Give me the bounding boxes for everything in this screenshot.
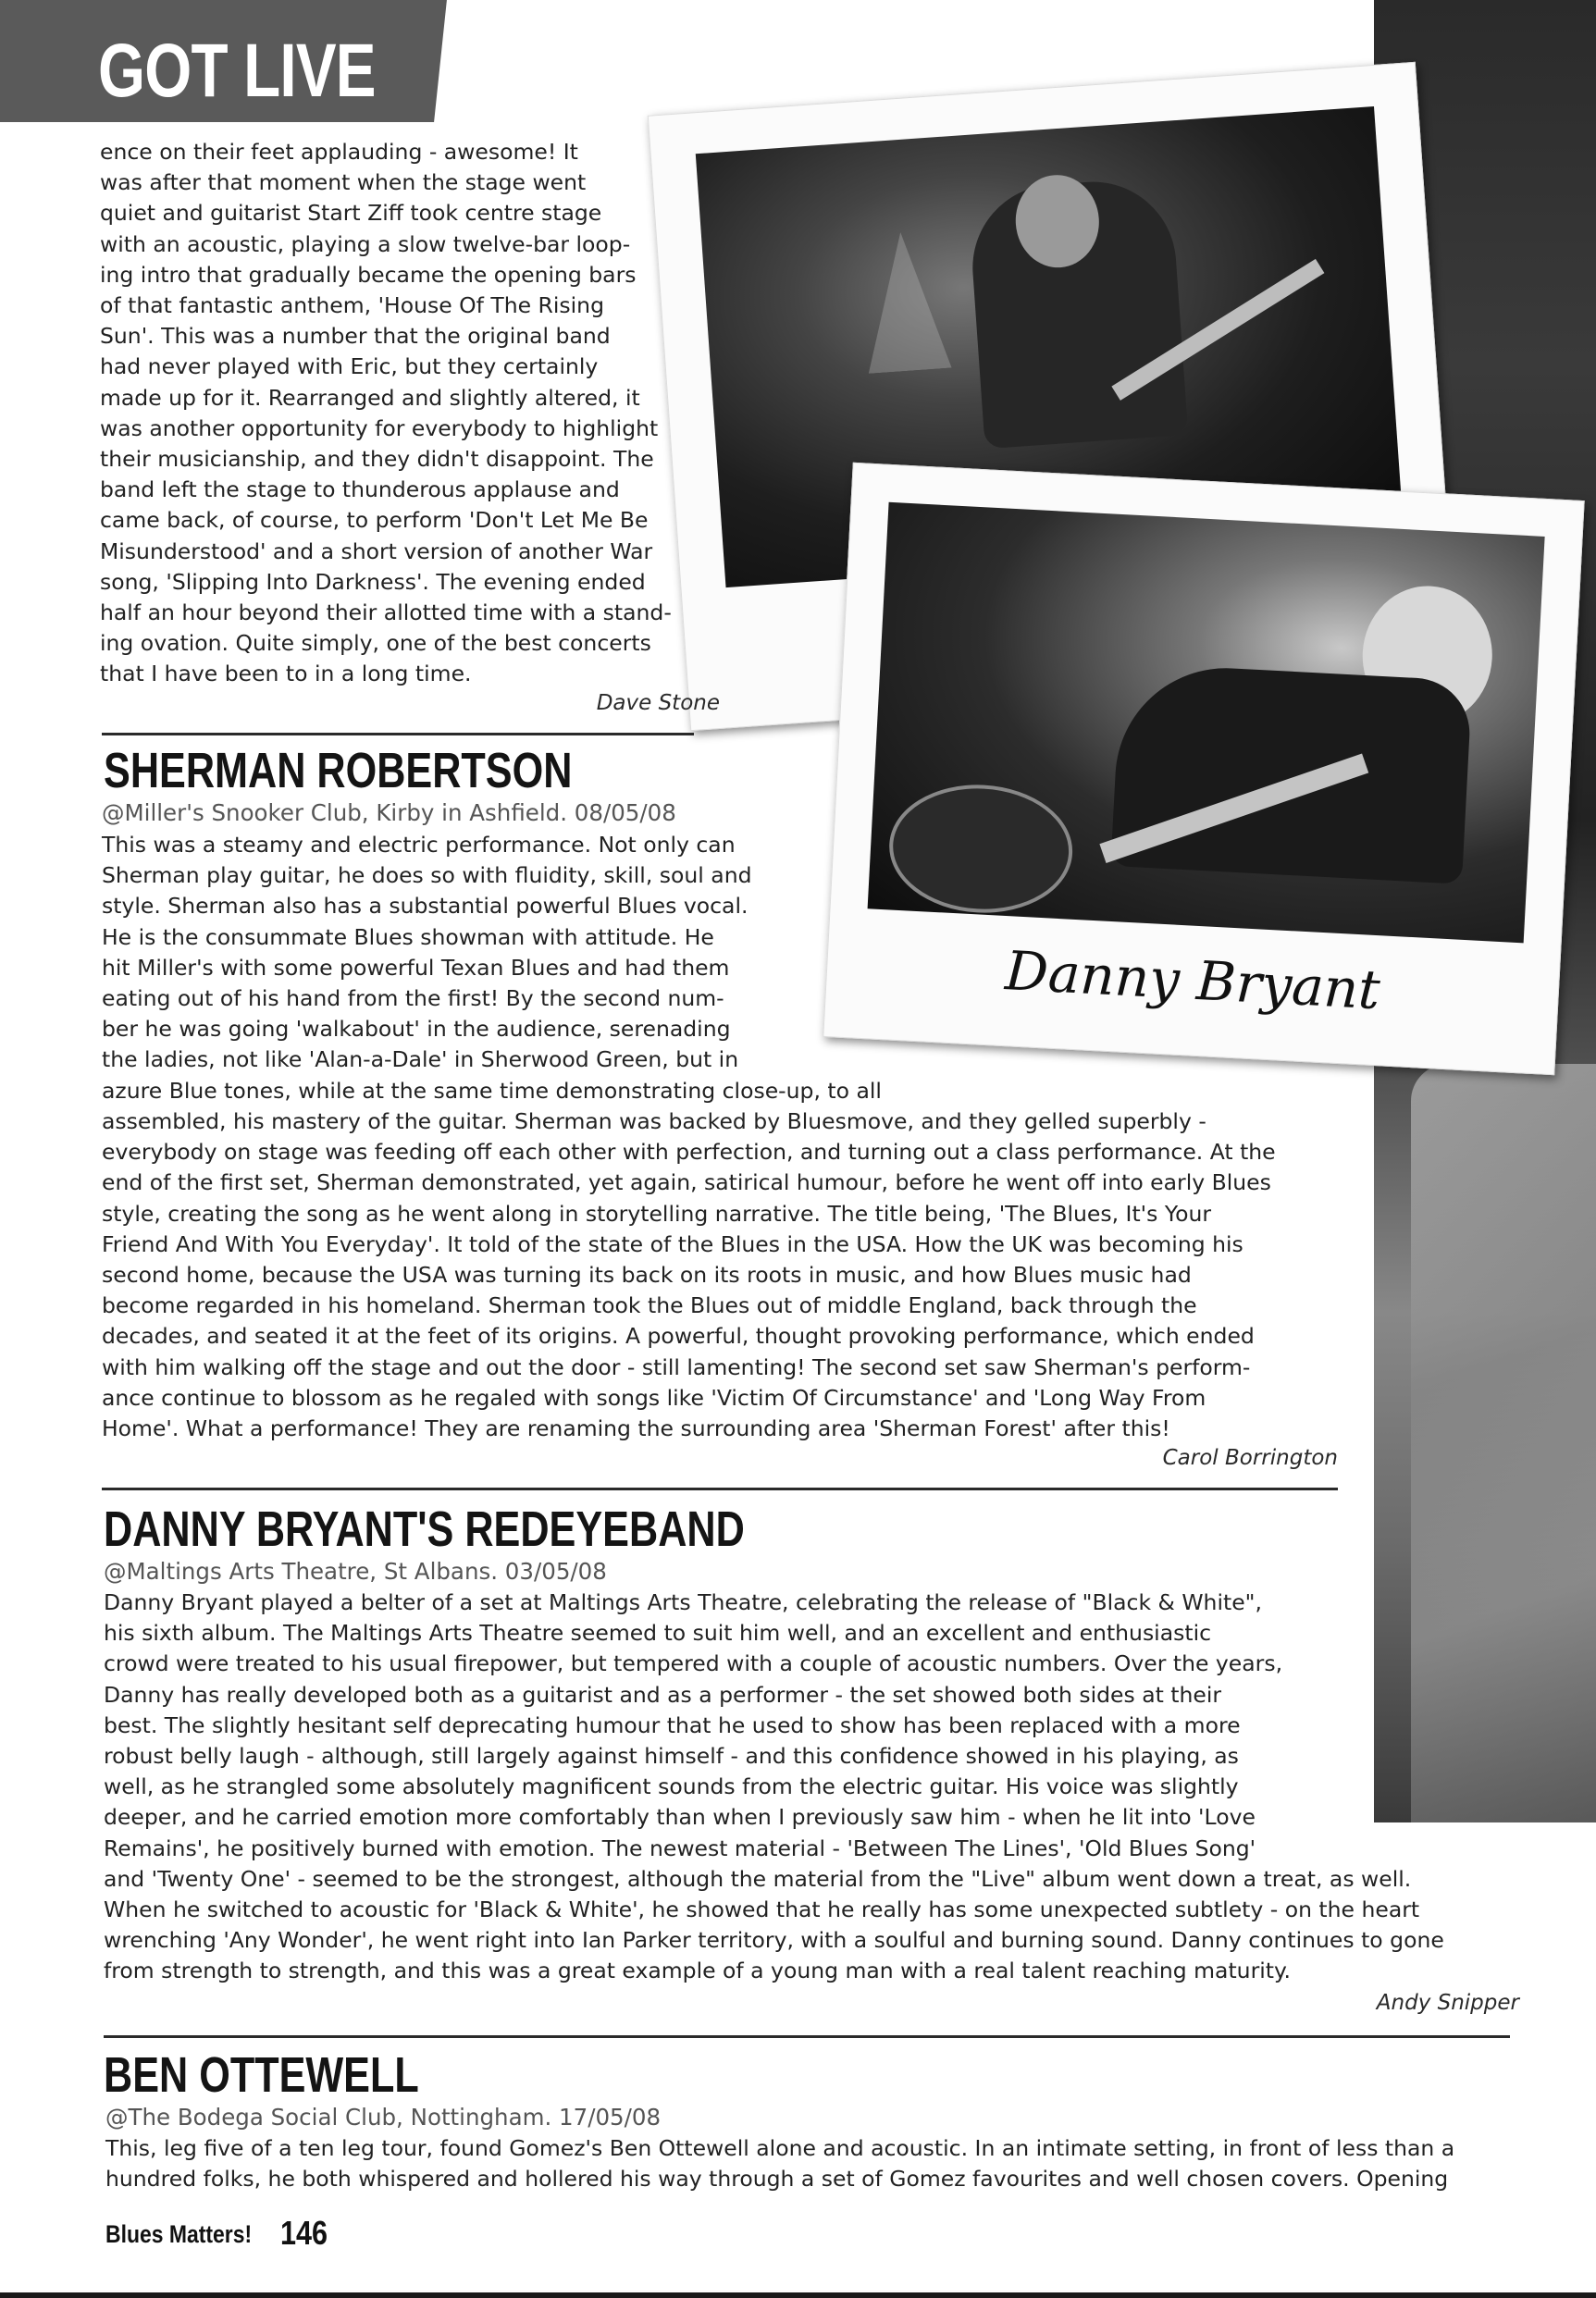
text-line: of that fantastic anthem, 'House Of The Rising xyxy=(100,292,604,319)
text-line: assembled, his mastery of the guitar. Sherman was backed by Bluesmove, and they gelled superbly - xyxy=(102,1108,1206,1134)
divider xyxy=(102,1488,1338,1490)
text-line: Sherman play guitar, he does so with fluidity, skill, soul and xyxy=(102,862,752,889)
text-line: robust belly laugh - although, still largely against himself - and this confidence showed in his playing, as xyxy=(104,1743,1239,1770)
review-body-narrow xyxy=(102,830,934,1106)
text-line: ber he was going 'walkabout' in the audience, serenading xyxy=(102,1016,731,1043)
text-line: Home'. What a performance! They are renaming the surrounding area 'Sherman Forest' after this! xyxy=(102,1415,1170,1442)
text-line: wrenching 'Any Wonder', he went right into Ian Parker territory, with a soulful and burning sound. Danny continues to gone xyxy=(104,1927,1444,1954)
text-line: half an hour beyond their allotted time with a stand- xyxy=(100,599,672,626)
text-line: style, creating the song as he went along in storytelling narrative. The title being, 'The Blues, It's Your xyxy=(102,1200,1212,1227)
magazine-name: Blues Matters! xyxy=(105,2220,253,2248)
text-line: that I have been to in a long time. xyxy=(100,661,472,687)
divider xyxy=(102,733,694,735)
text-line: and 'Twenty One' - seemed to be the strongest, although the material from the "Live" album went down a treat, as well. xyxy=(104,1865,1412,1892)
section-title: GOT LIVE xyxy=(98,29,376,113)
text-line: style. Sherman also has a substantial powerful Blues vocal. xyxy=(102,893,749,920)
text-line: the ladies, not like 'Alan-a-Dale' in Sherwood Green, but in xyxy=(102,1046,739,1073)
review-venue: @The Bodega Social Club, Nottingham. 17/05/08 xyxy=(105,2104,662,2131)
author-credit: Carol Borrington xyxy=(1162,1446,1338,1470)
text-line: Misunderstood' and a short version of another War xyxy=(100,537,653,564)
text-line: everybody on stage was feeding off each other with perfection, and turning out a class performance. At the xyxy=(102,1139,1276,1166)
text-line: decades, and seated it at the feet of its origins. A powerful, thought provoking performance, which ended xyxy=(102,1323,1255,1350)
text-line: Sun'. This was a number that the original band xyxy=(100,323,611,350)
text-line: ing intro that gradually became the opening bars xyxy=(100,261,637,288)
text-line: When he switched to acoustic for 'Black & White', he showed that he really has some unexpected subtlety - on the heart xyxy=(104,1896,1420,1923)
text-line: well, as he strangled some absolutely magnificent sounds from the electric guitar. His voice was slightly xyxy=(104,1773,1239,1800)
review-body xyxy=(104,1588,1547,1987)
concert-photo-danny-bryant xyxy=(868,502,1545,944)
text-line: Danny has really developed both as a guitarist and as a performer - the set showed both sides at their xyxy=(104,1681,1222,1708)
text-line: best. The slightly hesitant self deprecating humour that he used to show has been replaced with a more xyxy=(104,1711,1241,1738)
text-line: his sixth album. The Maltings Arts Theatre seemed to suit him well, and an excellent and enthusiastic xyxy=(104,1620,1212,1647)
text-line: become regarded in his homeland. Sherman took the Blues out of middle England, back through the xyxy=(102,1292,1197,1319)
review-body-wide xyxy=(102,1106,1379,1444)
text-line: song, 'Slipping Into Darkness'. The evening ended xyxy=(100,568,646,595)
review-title: BEN OTTEWELL xyxy=(104,2047,419,2103)
text-line: Remains', he positively burned with emotion. The newest material - 'Between The Lines', 'Old Blues Song' xyxy=(104,1835,1256,1861)
text-line: end of the first set, Sherman demonstrated, yet again, satirical humour, before he went off into early Blues xyxy=(102,1169,1271,1196)
text-line: crowd were treated to his usual firepower, but tempered with a couple of acoustic numbers. Over the years, xyxy=(104,1650,1283,1677)
divider xyxy=(104,2035,1510,2038)
text-line: azure Blue tones, while at the same time demonstrating close-up, to all xyxy=(102,1077,882,1104)
text-line: second home, because the USA was turning its back on its roots in music, and how Blues music had xyxy=(102,1262,1192,1289)
review-title: SHERMAN ROBERTSON xyxy=(104,743,573,798)
text-line: ing ovation. Quite simply, one of the best concerts xyxy=(100,630,651,657)
text-line: from strength to strength, and this was a great example of a young man with a real talent reaching maturity. xyxy=(104,1958,1291,1984)
page-bottom-edge xyxy=(0,2292,1596,2298)
text-line: was another opportunity for everybody to highlight xyxy=(100,414,659,441)
article-intro-text xyxy=(100,137,711,690)
text-line: with him walking off the stage and out the door - still lamenting! The second set saw Sherman's perform- xyxy=(102,1353,1251,1380)
text-line: He is the consummate Blues showman with attitude. He xyxy=(102,923,714,950)
photo-caption: Danny Bryant xyxy=(1003,939,1382,1022)
text-line: band left the stage to thunderous applause and xyxy=(100,476,620,503)
author-credit: Andy Snipper xyxy=(1376,1991,1519,2015)
text-line: This, leg five of a ten leg tour, found Gomez's Ben Ottewell alone and acoustic. In an intimate setting, in front of less than a xyxy=(105,2135,1455,2161)
text-line: eating out of his hand from the first! By the second num- xyxy=(102,985,724,1012)
text-line: deeper, and he carried emotion more comfortably than when I previously saw him - when he lit into 'Love xyxy=(104,1804,1256,1831)
text-line: Danny Bryant played a belter of a set at Maltings Arts Theatre, celebrating the release of "Black & White", xyxy=(104,1589,1262,1615)
text-line: ence on their feet applauding - awesome! It xyxy=(100,139,578,165)
text-line: hundred folks, he both whispered and hollered his way through a set of Gomez favourites and well chosen covers. Opening xyxy=(105,2166,1449,2193)
text-line: came back, of course, to perform 'Don't Let Me Be xyxy=(100,507,649,534)
text-line: made up for it. Rearranged and slightly altered, it xyxy=(100,384,640,411)
text-line: with an acoustic, playing a slow twelve-bar loop- xyxy=(100,230,631,257)
author-credit: Dave Stone xyxy=(596,691,720,715)
text-line: had never played with Eric, but they certainly xyxy=(100,353,599,380)
text-line: was after that moment when the stage went xyxy=(100,169,587,196)
text-line: hit Miller's with some powerful Texan Blues and had them xyxy=(102,954,730,981)
review-body xyxy=(105,2133,1549,2194)
review-venue: @Miller's Snooker Club, Kirby in Ashfield. 08/05/08 xyxy=(102,799,676,826)
polaroid-photo-2 xyxy=(823,463,1584,1076)
text-line: This was a steamy and electric performance. Not only can xyxy=(102,832,736,858)
text-line: their musicianship, and they didn't disappoint. The xyxy=(100,446,654,473)
page-number: 146 xyxy=(280,2214,328,2252)
review-title: DANNY BRYANT'S REDEYEBAND xyxy=(104,1501,745,1557)
text-line: Friend And With You Everyday'. It told of the state of the Blues in the USA. How the UK was becoming his xyxy=(102,1230,1243,1257)
review-venue: @Maltings Arts Theatre, St Albans. 03/05/08 xyxy=(104,1558,607,1585)
text-line: quiet and guitarist Start Ziff took centre stage xyxy=(100,200,602,227)
text-line: ance continue to blossom as he regaled with songs like 'Victim Of Circumstance' and 'Long Way From xyxy=(102,1384,1206,1411)
